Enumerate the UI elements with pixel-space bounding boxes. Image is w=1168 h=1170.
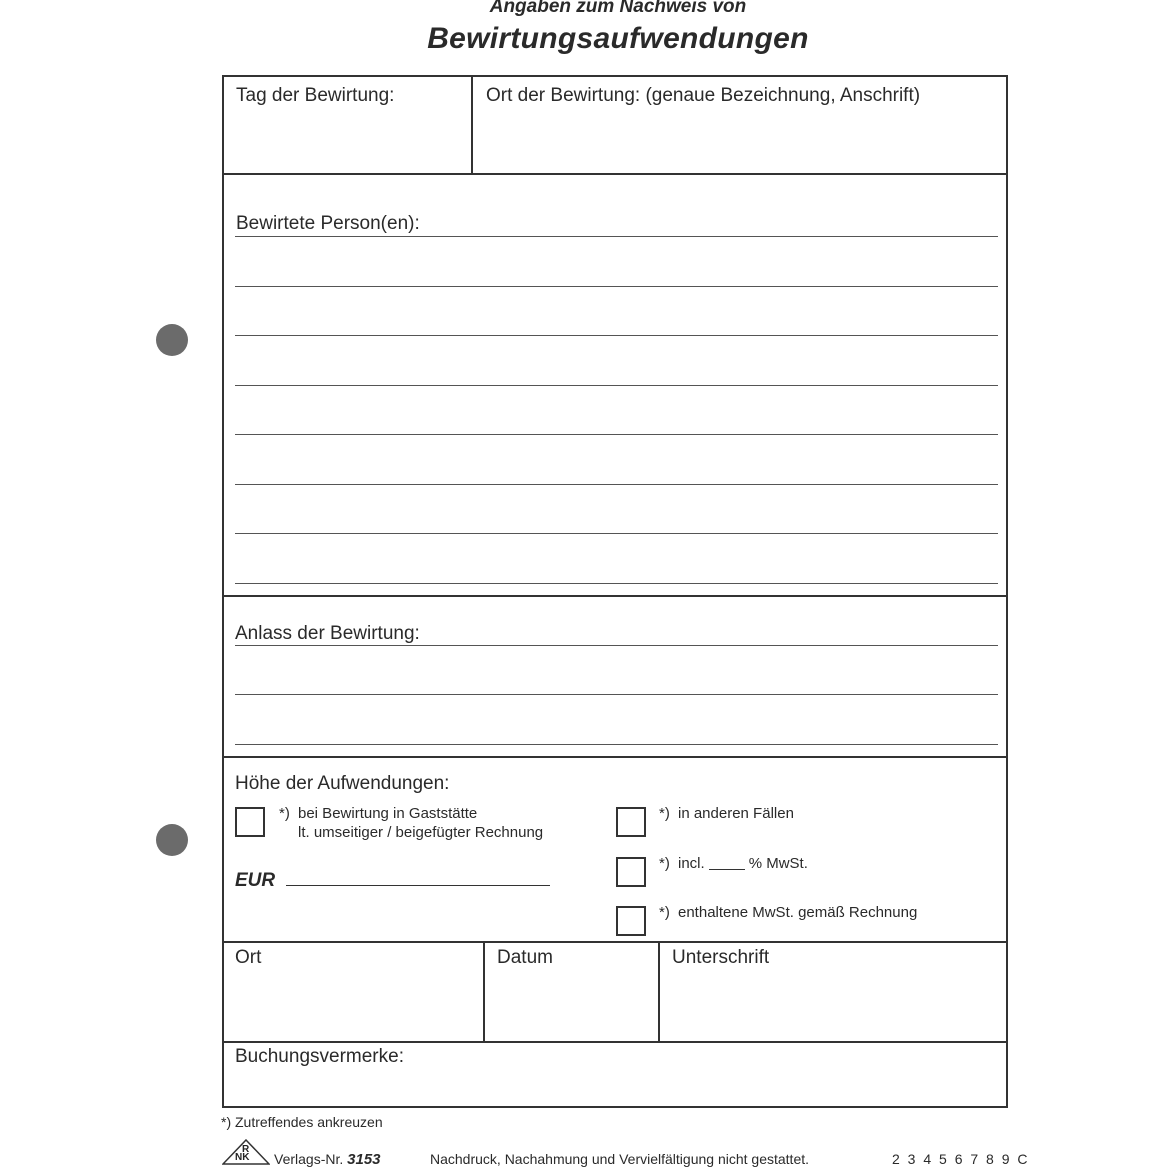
logo-letter-r: R bbox=[242, 1144, 250, 1155]
enthaltene-mwst-label: enthaltene MwSt. gemäß Rechnung bbox=[678, 904, 918, 921]
unterschrift-label: Unterschrift bbox=[672, 947, 770, 968]
bewirtete-personen-label: Bewirtete Person(en): bbox=[236, 213, 420, 234]
buchungsvermerke-field[interactable] bbox=[226, 1072, 1004, 1104]
buchungsvermerke-label: Buchungsvermerke: bbox=[235, 1046, 404, 1067]
currency-label: EUR bbox=[235, 870, 276, 891]
ort-der-bewirtung-field[interactable] bbox=[476, 120, 1004, 170]
divider-row1 bbox=[222, 173, 1008, 175]
andere-faelle-checkbox[interactable] bbox=[616, 807, 646, 837]
persons-line[interactable] bbox=[235, 286, 998, 287]
form-code: 2 3 4 5 6 7 8 9 C bbox=[892, 1151, 1030, 1167]
mwst-suffix: % MwSt. bbox=[748, 855, 808, 872]
persons-line[interactable] bbox=[235, 385, 998, 386]
datum-field[interactable] bbox=[488, 975, 655, 1038]
divider-ort-datum bbox=[483, 941, 485, 1042]
anlass-line[interactable] bbox=[235, 694, 998, 695]
persons-line[interactable] bbox=[235, 335, 998, 336]
persons-line[interactable] bbox=[235, 236, 998, 237]
verlags-nr-label: Verlags-Nr. bbox=[274, 1151, 344, 1167]
gaststaette-checkbox[interactable] bbox=[235, 807, 265, 837]
ort-der-bewirtung-label: Ort der Bewirtung: (genaue Bezeichnung, Anschrift) bbox=[486, 85, 921, 106]
hoehe-label: Höhe der Aufwendungen: bbox=[235, 773, 450, 794]
tag-der-bewirtung-field[interactable] bbox=[226, 120, 469, 170]
verlags-nr bbox=[274, 1151, 381, 1168]
form-subtitle: Angaben zum Nachweis von bbox=[489, 0, 747, 17]
divider-persons bbox=[222, 595, 1008, 597]
ort-label: Ort bbox=[235, 947, 262, 968]
incl-prefix: incl. bbox=[678, 855, 705, 872]
gaststaette-label: bei Bewirtung in Gaststätte bbox=[298, 805, 478, 822]
verlags-nr-value: 3153 bbox=[347, 1151, 381, 1168]
persons-line[interactable] bbox=[235, 533, 998, 534]
publisher-logo bbox=[222, 1139, 270, 1165]
persons-line[interactable] bbox=[235, 434, 998, 435]
persons-line[interactable] bbox=[235, 484, 998, 485]
persons-line[interactable] bbox=[235, 583, 998, 584]
incl-mwst-checkbox[interactable] bbox=[616, 857, 646, 887]
incl-mwst-label bbox=[678, 855, 808, 872]
divider-tag-ort bbox=[471, 75, 473, 174]
tag-der-bewirtung-label: Tag der Bewirtung: bbox=[236, 85, 395, 106]
divider-signature bbox=[222, 1041, 1008, 1043]
footnote-marker: *) bbox=[659, 805, 670, 822]
logo-letters-nk: NK bbox=[235, 1152, 250, 1163]
andere-faelle-label: in anderen Fällen bbox=[678, 805, 794, 822]
punch-hole-bottom bbox=[156, 824, 188, 856]
amount-input-line[interactable] bbox=[286, 885, 550, 886]
divider-datum-unterschrift bbox=[658, 941, 660, 1042]
divider-amount bbox=[222, 941, 1008, 943]
enthaltene-mwst-checkbox[interactable] bbox=[616, 906, 646, 936]
anlass-line[interactable] bbox=[235, 744, 998, 745]
datum-label: Datum bbox=[497, 947, 553, 968]
divider-anlass bbox=[222, 756, 1008, 758]
gaststaette-label-2: lt. umseitiger / beigefügter Rechnung bbox=[298, 824, 544, 841]
unterschrift-field[interactable] bbox=[663, 975, 1004, 1038]
anlass-line[interactable] bbox=[235, 645, 998, 646]
anlass-label: Anlass der Bewirtung: bbox=[235, 623, 420, 644]
footnote-marker: *) bbox=[279, 805, 290, 822]
footnote-text: *) Zutreffendes ankreuzen bbox=[221, 1114, 383, 1130]
mwst-percent-blank[interactable] bbox=[709, 869, 745, 870]
copyright-notice: Nachdruck, Nachahmung und Vervielfältigung nicht gestattet. bbox=[430, 1151, 810, 1167]
footnote-marker: *) bbox=[659, 855, 670, 872]
punch-hole-top bbox=[156, 324, 188, 356]
footnote-marker: *) bbox=[659, 904, 670, 921]
ort-field[interactable] bbox=[226, 975, 480, 1038]
form-title: Bewirtungsaufwendungen bbox=[427, 22, 809, 55]
